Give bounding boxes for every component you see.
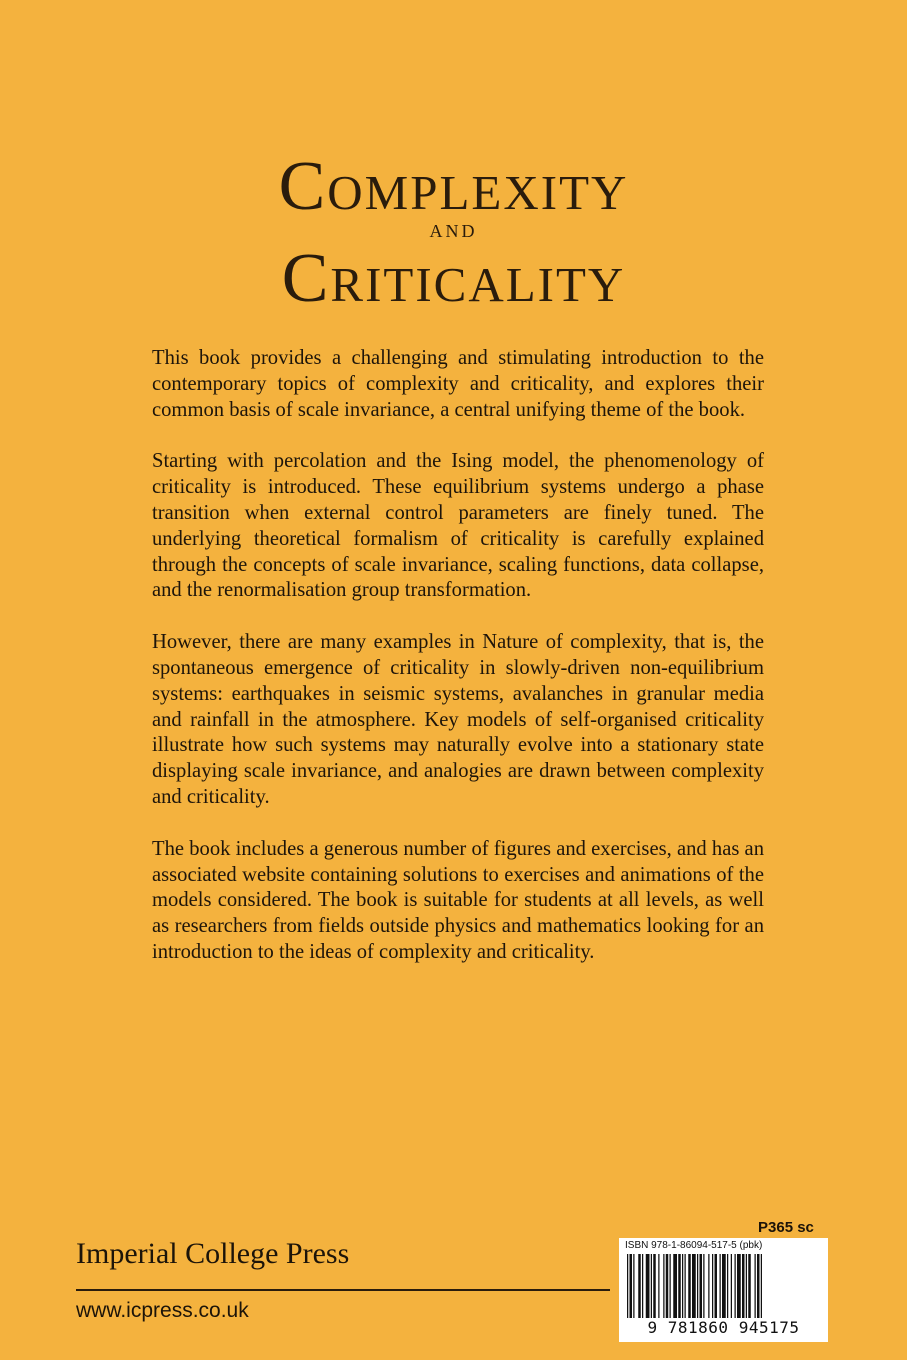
barcode-label [619, 1238, 828, 1342]
publisher-name: Imperial College Press [76, 1237, 350, 1270]
blurb-text [152, 346, 764, 992]
title-connector: AND [429, 221, 478, 241]
barcode-number: 9 781860 945175 [647, 1318, 800, 1337]
blurb-paragraph-2: Starting with percolation and the Ising model, the phenomenology of criticality is introduced. These equilibrium systems undergo a phase transition when external control parameters are finely tuned. The underlying theoretical formalism of criticality is carefully explained through the concepts of scale invariance, scaling functions, data collapse, and the renormalisation group transformation. [152, 450, 764, 602]
isbn-text: ISBN 978-1-86094-517-5 (pbk) [625, 1240, 763, 1251]
book-title [0, 150, 907, 316]
blurb-paragraph-4: The book includes a generous number of figures and exercises, and has an associated website containing solutions to exercises and animations of the models considered. The book is suitable for students at all levels, as well as researchers from fields outside physics and mathematics looking for an introduction to the ideas of complexity and criticality. [152, 837, 764, 963]
price-code: P365 sc [758, 1219, 814, 1236]
blurb-paragraph-3: However, there are many examples in Nature of complexity, that is, the spontaneous emergence of criticality in slowly-driven non-equilibrium systems: earthquakes in seismic systems, avalanches in granular media and rainfall in the atmosphere. Key models of self-organised criticality illustrate how such systems may naturally evolve into a stationary state displaying scale invariance, and analogies are drawn between complexity and criticality. [152, 631, 764, 808]
publisher-website: www.icpress.co.uk [76, 1299, 249, 1322]
barcode-icon [625, 1254, 822, 1318]
title-line-complexity: Complexity [278, 148, 629, 225]
title-line-criticality: Criticality [281, 240, 626, 317]
blurb-paragraph-1: This book provides a challenging and stimulating introduction to the contemporary topics of complexity and criticality, and explores their common basis of scale invariance, a central unifying theme of the book. [152, 347, 764, 421]
divider-rule [76, 1289, 610, 1291]
